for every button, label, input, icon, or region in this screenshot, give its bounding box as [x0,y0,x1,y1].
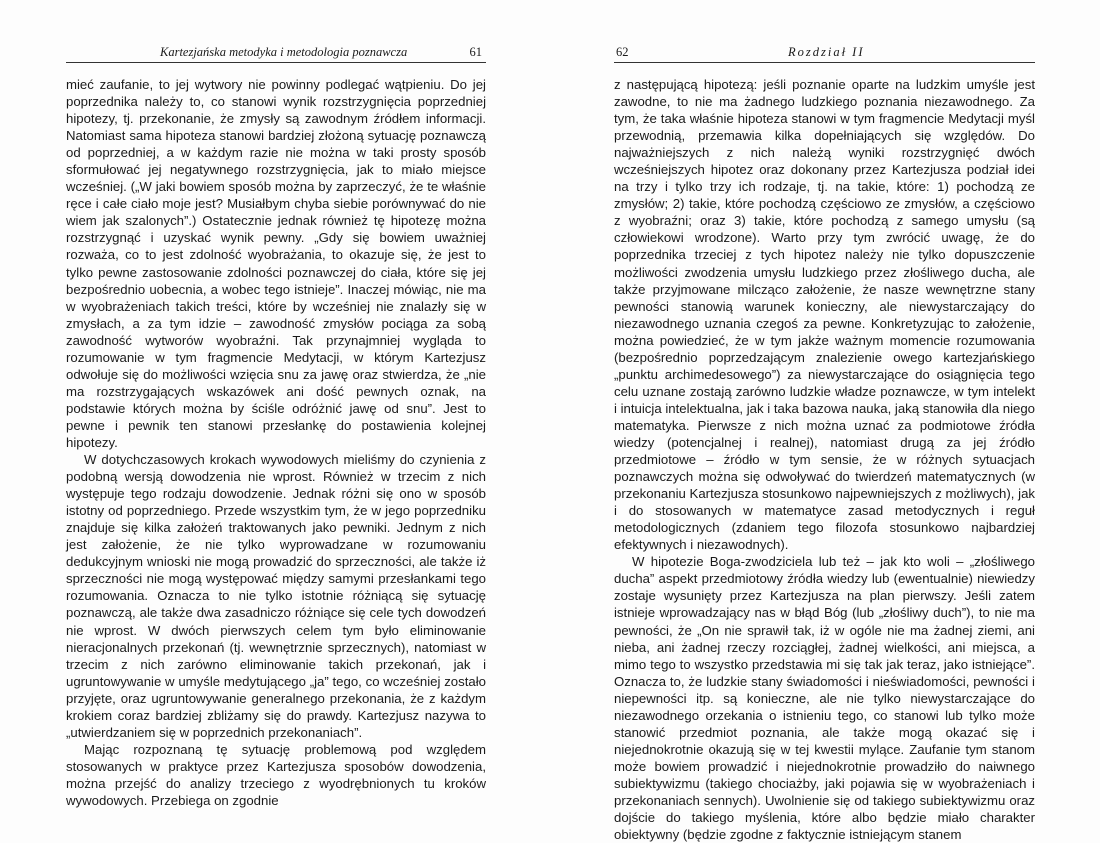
paragraph: z następującą hipotezą: jeśli poznanie oparte na ludzkim umyśle jest zawodne, to nie ma żadnego ludzkiego poznania niezawodnego. Za tym, że taka właśnie hipoteza stanowi w tym fragmencie Medytacji myśl przewodnią, przemawia kilka dopełniających się względów. Do najważniejszych z nich należą wyniki rozstrzygnięć dwóch wcześniejszych hipotez oraz dokonany przez Kartezjusza podział idei na trzy i tylko trzy ich rodzaje, tj. na takie, które: 1) pochodzą ze zmysłów; 2) takie, które pochodzą częściowo ze zmysłów, a częściowo z wyobraźni; oraz 3) takie, które pochodzą z samego umysłu (są człowiekowi wrodzone). Warto przy tym zwrócić uwagę, że do poprzednika trzeciej z tych hipotez należy nie tylko dopuszczenie możliwości zwodzenia umysłu ludzkiego przez złośliwego ducha, ale także przyjmowane milcząco założenie, że nasze wewnętrzne stany pewności stanowią warunek konieczny, ale niewystarczający do niezawodnego uznania czegoś za pewne. Konkretyzując to założenie, można powiedzieć, że w tym jakże ważnym momencie rozumowania (bezpośrednio poprzedzającym znalezienie owego kartezjańskiego „punktu archimedesowego”) za niewystarczające do osiągnięcia tego celu uznane zostają zarówno ludzkie władze poznawcze, w tym intelekt i intuicja intelektualna, jak i taka bazowa nauka, jaką stanowiła dla niego matematyka. Pierwsze z nich można uznać za podmiotowe źródła wiedzy (potencjalnej i realnej), natomiast drugą za jej źródło przedmiotowe – źródło w tym sensie, że w różnych sytuacjach poznawczych można się odwoływać do twierdzeń matematycznych (w przekonaniu Kartezjusza stosunkowo najpewniejszych z możliwych), jak i do stosowanych w matematyce zasad metodycznych i reguł metodologicznych (zdaniem tego filozofa stosunkowo najbardziej efektywnych i niezawodnych). [614,77,1035,553]
paragraph: W dotychczasowych krokach wywodowych mieliśmy do czynienia z podobną wersją dowodzenia nie wprost. Również w trzecim z nich występuje tego rodzaju dowodzenie. Jednak różni się ono w sposób istotny od poprzedniego. Przede wszystkim tym, że w jego poprzedniku znajduje się kilka założeń traktowanych jako pewniki. Jednym z nich jest założenie, że nie tylko wyprowadzane w rozumowaniu dedukcyjnym wnioski nie mogą prowadzić do sprzeczności, ale także iż sprzeczności nie mogą występować między samymi przesłankami tego rozumowania. Oznacza to nie tylko istotnie różniącą się sytuację poznawczą, ale także dwa zasadniczo różniące się cele tych dowodzeń nie wprost. W dwóch pierwszych celem tym było eliminowanie nieracjonalnych przekonań (tj. wewnętrznie sprzecznych), natomiast w trzecim z nich zarówno eliminowanie takich przekonań, jak i ugruntowywanie w umyśle medytującego „ja” tego, co wcześniej zostało przyjęte, oraz ugruntowywanie generalnego przekonania, że z każdym krokiem coraz bardziej zbliżamy się do prawdy. Kartezjusz nazywa to „utwierdzaniem się w poprzednich przekonaniach”. [66,452,486,740]
page-number: 62 [616,45,629,59]
page-body [66,76,486,809]
page-body [614,76,1035,843]
paragraph: Mając rozpoznaną tę sytuację problemową pod względem stosowanych w praktyce przez Kartezjusza sposobów dowodzenia, można przejść do analizy trzeciego z wyodrębnionych tu kroków wywodowych. Przebiega on zgodnie [66,741,486,808]
left-page [66,0,486,808]
chapter-title: Rozdział II [788,45,865,59]
page-number: 61 [469,45,482,59]
right-page [614,0,1035,843]
running-header [66,44,486,63]
running-title: Kartezjańska metodyka i metodologia poznawcza [160,45,408,59]
paragraph: mieć zaufanie, to jej wytwory nie powinny podlegać wątpieniu. Do jej poprzednika należy to, co stanowi wynik rozstrzygnięcia poprzedniej hipotezy, tj. przekonanie, że zmysły są zawodnym źródłem informacji. Natomiast sama hipoteza stanowi bardziej złożoną sytuację poznawczą od poprzedniej, a w każdym razie nie można w taki prosty sposób sformułować jej negatywnego rozstrzygnięcia, jak to miało miejsce wcześniej. („W jaki bowiem sposób można by zaprzeczyć, że te właśnie ręce i całe ciało moje jest? Musiałbym chyba siebie porównywać do nie wiem jak szalonych”.) Ostatecznie jednak również tę hipotezę można rozstrzygnąć i uzyskać wynik pewny. „Gdy się bowiem uważniej rozważa, co to jest zdolność wyobrażania, to okazuje się, że jest to tylko pewne zastosowanie zdolności poznawczej do ciała, które się jej bezpośrednio uobecnia, a wobec tego istnieje”. Inaczej mówiąc, nie ma w wyobrażeniach takich treści, które by wcześniej nie znalazły się w zmysłach, a za tym idzie – zawodność zmysłów pociąga za sobą zawodność wytworów wyobraźni. Tak przynajmniej wygląda to rozumowanie w tym fragmencie Medytacji, w którym Kartezjusz odwołuje się do możliwości wzięcia snu za jawę oraz stwierdza, że „nie ma rozstrzygających wskazówek ani dość pewnych oznak, na podstawie których można by ściśle odróżnić jawę od snu”. Jest to pewne i pewnik ten stanowi przesłankę do postawienia kolejnej hipotezy. [66,77,486,450]
running-header [614,44,1035,63]
paragraph: W hipotezie Boga-zwodziciela lub też – jak kto woli – „złośliwego ducha” aspekt przedmiotowy źródła wiedzy lub (ewentualnie) niewiedzy zostaje wysunięty przez Kartezjusza na plan pierwszy. Jeśli zatem istnieje wprowadzający nas w błąd Bóg (lub „złośliwy duch”), to nie ma pewności, że „On nie sprawił tak, iż w ogóle nie ma żadnej ziemi, ani nieba, ani żadnej rzeczy rozciągłej, żadnej wielkości, ani miejsca, a mimo tego to wszystko przedstawia mi się tak jak teraz, jako istniejące”. Oznacza to, że ludzkie stany świadomości i nieświadomości, pewności i niepewności itp. są konieczne, ale nie tylko niewystarczające do niezawodnego orzekania o istnieniu tego, co stanowi lub tylko może stanowić przedmiot poznania, ale także mogą okazać się i niejednokrotnie okazują się w tej kwestii mylące. Zaufanie tym stanom może bowiem prowadzić i niejednokrotnie prowadziło do naiwnego subiektywizmu (takiego chociażby, jaki pojawia się w wyobrażeniach i przekonaniach sennych). Uwolnienie się od takiego subiektywizmu oraz dojście do takiego myślenia, które albo będzie miało charakter obiektywny (będzie zgodne z faktycznie istniejącym stanem [614,554,1035,843]
